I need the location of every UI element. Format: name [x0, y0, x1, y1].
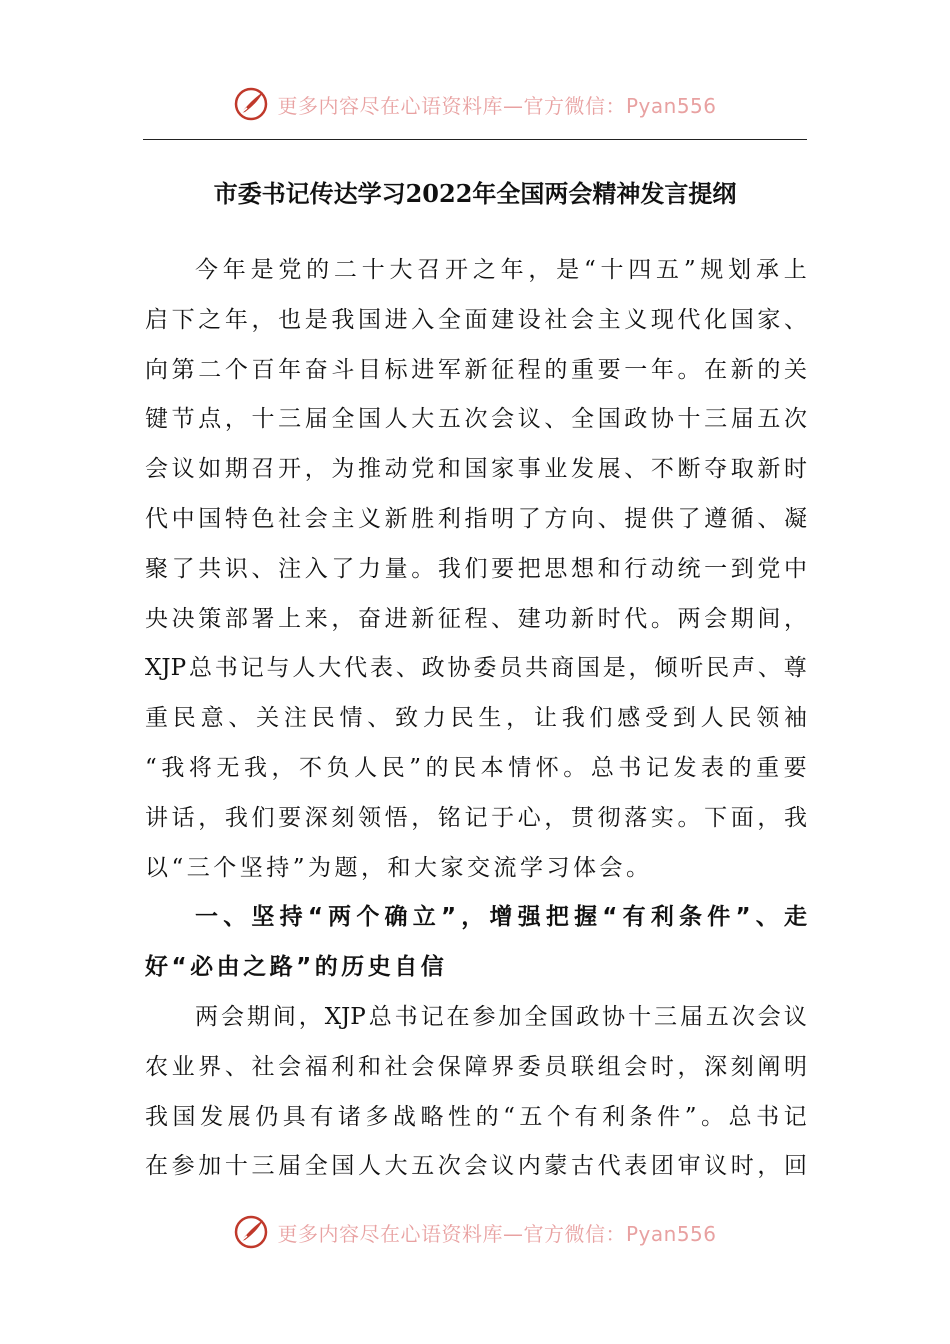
quill-pen-logo-icon: [233, 86, 269, 122]
footer-watermark-banner: [0, 1212, 950, 1252]
wechat-id: Pyan556: [625, 1221, 717, 1246]
paragraph-line: 今 年 是 党 的 二 十 大 召 开 之 年 ， 是 “ 十 四 五 ” 规 划 承 上: [195, 257, 807, 283]
paragraph-line: 键 节 点 ， 十 三 届 全 国 人 大 五 次 会 议 、 全 国 政 协 十 三 届 五 次: [145, 406, 807, 433]
paragraph-line: 重 民 意 、 关 注 民 情 、 致 力 民 生 ， 让 我 们 感 受 到 人 民 领 袖: [145, 705, 807, 732]
paragraph-line: 向 第 二 个 百 年 奋 斗 目 标 进 军 新 征 程 的 重 要 一 年 。 在 新 的 关: [145, 356, 807, 383]
paragraph-line: 农 业 界 、 社 会 福 利 和 社 会 保 障 界 委 员 联 组 会 时 ， 深 刻 阐 明: [145, 1053, 807, 1080]
section-heading-line: 一 、 坚 持 “ 两 个 确 立 ” ， 增 强 把 握 “ 有 利 条 件 ” 、 走: [195, 904, 807, 931]
paragraph-line: 央 决 策 部 署 上 来 ， 奋 进 新 征 程 、 建 功 新 时 代 。 两 会 期 间 ，: [145, 605, 807, 632]
banner-text: 更多内容尽在心语资料库—官方微信：Pyan556: [277, 1221, 717, 1246]
document-body: [145, 246, 807, 1192]
paragraph-line: 代 中 国 特 色 社 会 主 义 新 胜 利 指 明 了 方 向 、 提 供 了 遵 循 、 凝: [145, 505, 807, 532]
paragraph-line: 会 议 如 期 召 开 ， 为 推 动 党 和 国 家 事 业 发 展 、 不 断 夺 取 新 时: [145, 456, 807, 483]
quill-pen-logo-icon: [233, 1214, 269, 1250]
paragraph-line: “ 我 将 无 我 ， 不 负 人 民 ” 的 民 本 情 怀 。 总 书 记 发 表 的 重 要: [145, 754, 807, 781]
wechat-id: Pyan556: [625, 93, 717, 118]
paragraph-line: XJP 总 书 记 与 人 大 代 表 、 政 协 委 员 共 商 国 是 ， 倾 听 民 声 、 尊: [145, 655, 807, 682]
header-watermark-banner: [0, 84, 950, 124]
paragraph-line: 我 国 发 展 仍 具 有 诸 多 战 略 性 的 “ 五 个 有 利 条 件 ” 。 总 书 记: [145, 1103, 807, 1130]
paragraph-line: 讲 话 ， 我 们 要 深 刻 领 悟 ， 铭 记 于 心 ， 贯 彻 落 实 。 下 面 ， 我: [145, 804, 807, 831]
paragraph-line: 两 会 期 间 ， XJP 总 书 记 在 参 加 全 国 政 协 十 三 届 五 次 会 议: [195, 1003, 807, 1030]
banner-text: 更多内容尽在心语资料库—官方微信：Pyan556: [277, 93, 717, 118]
paragraph-line: 聚 了 共 识 、 注 入 了 力 量 。 我 们 要 把 思 想 和 行 动 统 一 到 党 中: [145, 555, 807, 582]
section-heading-line: 好“必由之路”的历史自信: [145, 954, 448, 981]
paragraph-line: 启 下 之 年 ， 也 是 我 国 进 入 全 面 建 设 社 会 主 义 现 代 化 国 家 、: [145, 306, 807, 333]
header-divider: [143, 139, 807, 140]
paragraph-line: 以“三个坚持”为题，和大家交流学习体会。: [145, 854, 653, 881]
paragraph-line: 在 参 加 十 三 届 全 国 人 大 五 次 会 议 内 蒙 古 代 表 团 审 议 时 ， 回: [145, 1153, 807, 1180]
document-title: 市委书记传达学习2022年全国两会精神发言提纲: [213, 179, 737, 208]
